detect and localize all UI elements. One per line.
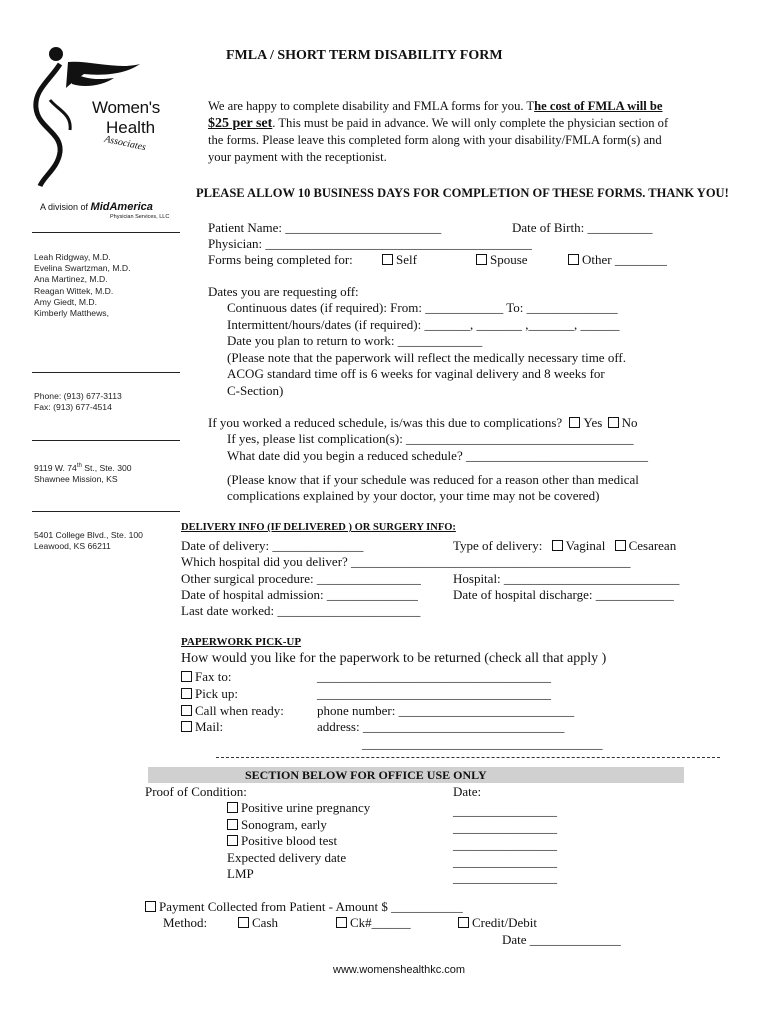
division-line (40, 201, 153, 213)
pickup-label: Pick up: (195, 686, 238, 701)
delivery-type (453, 538, 676, 554)
proof-of-condition-label: Proof of Condition: (145, 784, 247, 799)
office-date-field-1[interactable]: ________________ (453, 803, 557, 818)
vaginal-label: Vaginal (565, 538, 606, 553)
pickup-call-option[interactable] (181, 703, 284, 719)
office-date-label: Date: (453, 784, 482, 799)
payment-date-field[interactable]: Date ______________ (502, 932, 621, 947)
office-dashed-separator (216, 757, 720, 758)
reduced-question-text: If you worked a reduced schedule, is/was this due to complications? (208, 415, 563, 430)
division-prefix: A division of (40, 202, 89, 212)
pickup-mail-option[interactable] (181, 719, 223, 735)
pickup-heading: PAPERWORK PICK-UP (181, 636, 302, 648)
office-address-1 (34, 461, 132, 485)
reduced-schedule-question (208, 415, 637, 431)
forms-for-other[interactable] (568, 252, 667, 268)
check-label: Ck#______ (350, 915, 411, 930)
method-check[interactable] (336, 915, 411, 931)
physician-1: Leah Ridgway, M.D. (34, 252, 111, 262)
intro-line-1-pre: We are happy to complete disability and FMLA forms for you. T (208, 99, 535, 113)
intermittent-dates-field[interactable]: Intermittent/hours/dates (if required): _______, _______ ,_______, ______ (227, 317, 620, 332)
reduced-note-2: complications explained by your doctor, your time may not be covered) (227, 488, 600, 503)
other-label: Other ________ (582, 252, 667, 267)
delivery-date-field[interactable]: Date of delivery: ______________ (181, 538, 364, 553)
cesarean-checkbox[interactable] (615, 540, 626, 551)
condition-urine[interactable] (227, 800, 370, 816)
physician-6: Kimberly Matthews, (34, 308, 109, 319)
intro-line-1 (208, 98, 668, 115)
dates-note-3: C-Section) (227, 383, 284, 398)
physician-4: Reagan Wittek, M.D. (34, 285, 114, 296)
vaginal-checkbox[interactable] (552, 540, 563, 551)
physician-list (34, 252, 130, 319)
yes-label: Yes (583, 415, 603, 430)
intro-cost: $25 per set (208, 116, 273, 131)
credit-label: Credit/Debit (472, 915, 537, 930)
logo-text-associates: Associates (103, 133, 147, 154)
pickup-line-field[interactable]: ____________________________________ (317, 686, 551, 701)
phone-number-field[interactable]: phone number: ___________________________ (317, 703, 575, 718)
credit-checkbox[interactable] (458, 917, 469, 928)
spouse-checkbox[interactable] (476, 254, 487, 265)
cesarean-label: Cesarean (628, 538, 677, 553)
mail-checkbox[interactable] (181, 721, 192, 732)
address-field-line-2[interactable]: _____________________________________ (362, 736, 603, 751)
forms-for-spouse[interactable] (476, 252, 528, 268)
mail-label: Mail: (195, 719, 224, 734)
fax-number: Fax: (913) 677-4514 (34, 402, 112, 413)
complications-field[interactable]: If yes, please list complication(s): ___________________________________ (227, 431, 634, 446)
intro-paragraph (208, 98, 668, 166)
forms-for-label: Forms being completed for: (208, 252, 353, 267)
blood-checkbox[interactable] (227, 835, 238, 846)
sonogram-checkbox[interactable] (227, 819, 238, 830)
fax-label: Fax to: (195, 669, 232, 684)
dates-note-1: (Please note that the paperwork will reflect the medically necessary time off. (227, 350, 626, 365)
division-brand: MidAmerica (90, 201, 153, 213)
blood-label: Positive blood test (241, 833, 338, 848)
office-1-street-sup: th (76, 463, 82, 469)
office-date-field-4[interactable]: ________________ (453, 854, 557, 869)
condition-sonogram[interactable] (227, 817, 327, 833)
self-label: Self (396, 252, 417, 267)
physician-3: Ana Martinez, M.D. (34, 274, 108, 285)
spouse-label: Spouse (490, 252, 528, 267)
fax-number-field[interactable]: ____________________________________ (317, 669, 551, 684)
expected-delivery-label: Expected delivery date (227, 850, 347, 865)
intro-line-1-bold: he cost of FMLA will be (534, 99, 663, 113)
admission-date-field[interactable]: Date of hospital admission: ______________ (181, 587, 418, 602)
self-checkbox[interactable] (382, 254, 393, 265)
intro-line-2-post: . This must be paid in advance. We will only complete the physician section of (272, 116, 669, 130)
no-checkbox[interactable] (608, 417, 619, 428)
sidebar-divider-1 (32, 232, 180, 233)
logo-text-womens: Women's (92, 98, 160, 117)
payment-collected[interactable] (145, 899, 463, 915)
other-surgical-field[interactable]: Other surgical procedure: ________________ (181, 571, 421, 586)
physician-field[interactable]: Physician: _________________________________________ (208, 236, 532, 251)
office-date-field-3[interactable]: ________________ (453, 837, 557, 852)
sidebar-divider-3 (32, 440, 180, 441)
forms-for-self[interactable] (382, 252, 417, 268)
contact-numbers (34, 391, 122, 413)
intro-line-4: your payment with the receptionist. (208, 150, 387, 164)
condition-blood[interactable] (227, 833, 337, 849)
office-1-street (34, 461, 132, 474)
payment-checkbox[interactable] (145, 901, 156, 912)
method-cash[interactable] (238, 915, 278, 931)
office-2-street: 5401 College Blvd., Ste. 100 (34, 530, 143, 540)
office-date-field-2[interactable]: ________________ (453, 820, 557, 835)
urine-checkbox[interactable] (227, 802, 238, 813)
phone-number: Phone: (913) 677-3113 (34, 391, 122, 401)
intro-line-3: the forms. Please leave this completed form along with your disability/FMLA form(s) and (208, 133, 662, 147)
pickup-fax-option[interactable] (181, 669, 231, 685)
payment-label: Payment Collected from Patient - Amount $ ___________ (159, 899, 463, 914)
intro-line-2 (208, 115, 668, 132)
sidebar-divider-2 (32, 372, 180, 373)
address-field[interactable]: address: _______________________________ (317, 719, 565, 734)
discharge-date-field[interactable]: Date of hospital discharge: ____________ (453, 587, 674, 602)
cash-label: Cash (252, 915, 278, 930)
sonogram-label: Sonogram, early (241, 817, 327, 832)
pickup-question: How would you like for the paperwork to be returned (check all that apply ) (181, 651, 607, 666)
lmp-label: LMP (227, 866, 254, 881)
reduced-note-1: (Please know that if your schedule was reduced for a reason other than medical (227, 472, 639, 487)
notice-banner: PLEASE ALLOW 10 BUSINESS DAYS FOR COMPLETION OF THESE FORMS. THANK YOU! (196, 186, 729, 200)
hospital-field[interactable]: Hospital: ___________________________ (453, 571, 680, 586)
other-checkbox[interactable] (568, 254, 579, 265)
logo-text-health: Health (106, 118, 156, 137)
call-checkbox[interactable] (181, 705, 192, 716)
office-address-2 (34, 530, 143, 552)
sidebar-divider-4 (32, 511, 180, 512)
yes-checkbox[interactable] (569, 417, 580, 428)
pickup-pickup-option[interactable] (181, 686, 238, 702)
delivery-heading: DELIVERY INFO (IF DELIVERED ) OR SURGERY INFO: (181, 522, 456, 533)
office-section-heading: SECTION BELOW FOR OFFICE USE ONLY (245, 768, 487, 782)
footer-url[interactable]: www.womenshealthkc.com (333, 964, 466, 976)
dates-heading: Dates you are requesting off: (208, 284, 359, 299)
patient-name-field[interactable]: Patient Name: ________________________ (208, 220, 442, 235)
division-sub: Physician Services, LLC (110, 214, 170, 220)
delivery-type-label: Type of delivery: (453, 538, 543, 553)
delivery-hospital-field[interactable]: Which hospital did you deliver? ___________________________________________ (181, 554, 631, 569)
cash-checkbox[interactable] (238, 917, 249, 928)
physician-5: Amy Giedt, M.D. (34, 296, 98, 307)
fax-checkbox[interactable] (181, 671, 192, 682)
office-1-street-pre: 9119 W. 74 (34, 462, 77, 473)
call-label: Call when ready: (195, 703, 284, 718)
check-checkbox[interactable] (336, 917, 347, 928)
method-credit[interactable] (458, 915, 537, 931)
return-date-field[interactable]: Date you plan to return to work: _____________ (227, 333, 483, 348)
office-1-street-post: St., Ste. 300 (81, 462, 132, 473)
pickup-checkbox[interactable] (181, 688, 192, 699)
last-worked-field[interactable]: Last date worked: ______________________ (181, 603, 421, 618)
physician-2: Evelina Swartzman, M.D. (34, 263, 131, 274)
payment-method-label: Method: (163, 915, 208, 930)
urine-label: Positive urine pregnancy (241, 800, 371, 815)
date-of-birth-field[interactable]: Date of Birth: __________ (512, 220, 653, 235)
office-2-city: Leawood, KS 66211 (34, 541, 111, 552)
no-label: No (621, 415, 638, 430)
office-date-field-5[interactable]: ________________ (453, 870, 557, 885)
office-1-city: Shawnee Mission, KS (34, 474, 118, 485)
reduced-start-date-field[interactable]: What date did you begin a reduced schedule? ____________________________ (227, 448, 648, 463)
continuous-dates-field[interactable]: Continuous dates (if required): From: ____________ To: ______________ (227, 300, 618, 315)
page-title: FMLA / SHORT TERM DISABILITY FORM (226, 48, 503, 63)
dates-note-2: ACOG standard time off is 6 weeks for vaginal delivery and 8 weeks for (227, 366, 605, 381)
